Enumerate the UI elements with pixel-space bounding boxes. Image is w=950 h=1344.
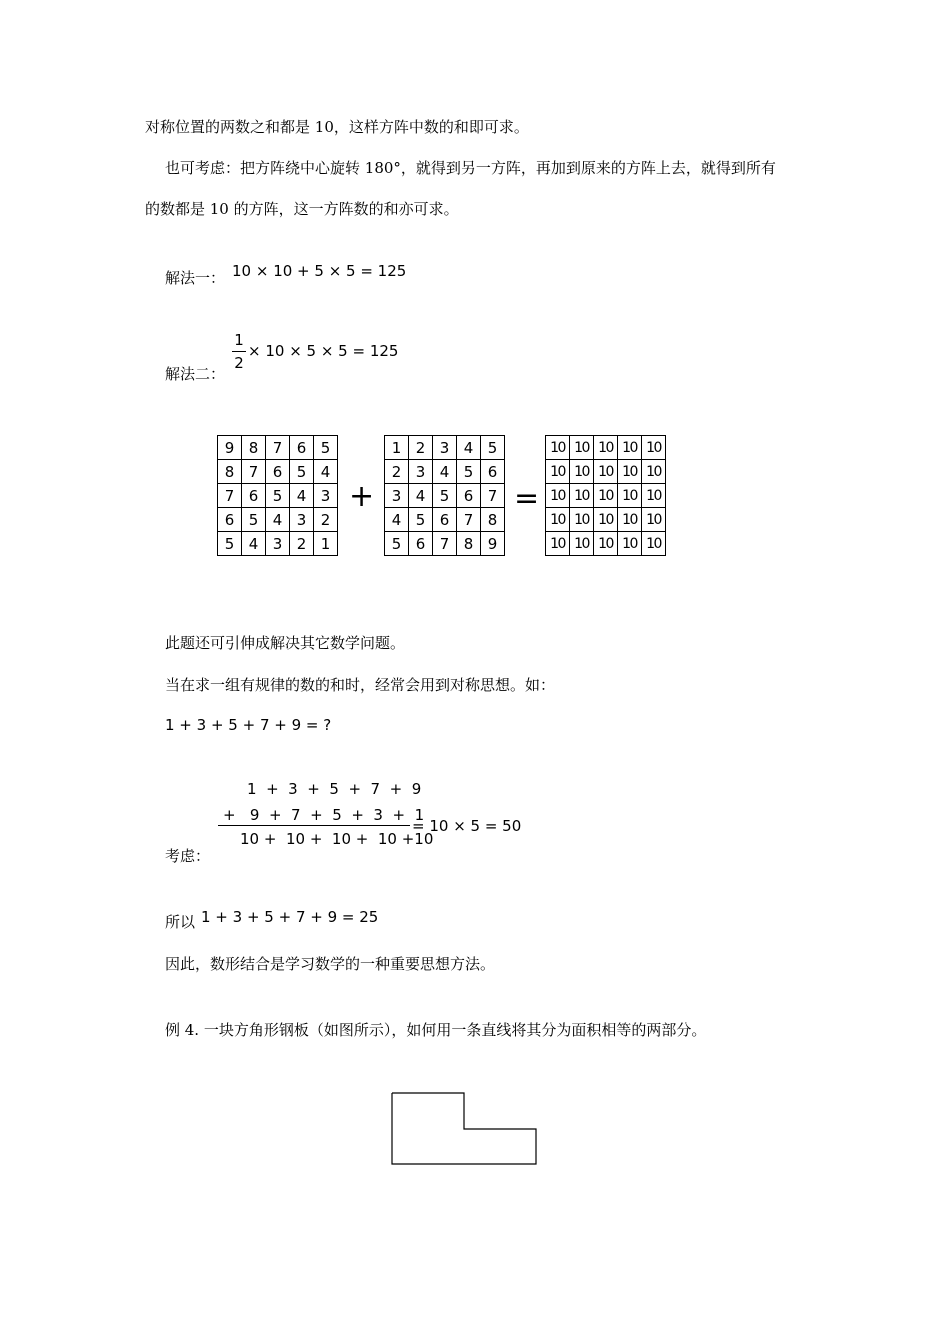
matrix-cell: 5 xyxy=(433,484,457,508)
matrix-cell: 6 xyxy=(409,532,433,556)
matrix-cell: 10 xyxy=(594,508,618,532)
matrix-row xyxy=(546,532,666,556)
matrix-cell: 7 xyxy=(433,532,457,556)
matrix-cell: 10 xyxy=(642,460,666,484)
matrix-cell: 7 xyxy=(457,508,481,532)
matrix-cell: 10 xyxy=(570,460,594,484)
matrix-cell: 5 xyxy=(457,460,481,484)
matrix-row xyxy=(385,508,505,532)
matrix-cell: 10 xyxy=(618,508,642,532)
matrix-row xyxy=(546,484,666,508)
paragraph-rotation: 也可考虑：把方阵绕中心旋转 180°，就得到另一方阵，再加到原来的方阵上去，就得到所有 xyxy=(165,159,776,177)
matrix-cell: 5 xyxy=(314,436,338,460)
equals-sign: = xyxy=(514,481,540,516)
matrix-cell: 8 xyxy=(242,436,266,460)
matrix-cell: 3 xyxy=(290,508,314,532)
example-four-text: 例 4. 一块方角形钢板（如图所示），如何用一条直线将其分为面积相等的两部分。 xyxy=(165,1021,707,1039)
matrix-cell: 10 xyxy=(546,460,570,484)
matrix-cell: 10 xyxy=(642,436,666,460)
matrix-cell: 10 xyxy=(642,532,666,556)
addition-row-one: 1 + 3 + 5 + 7 + 9 xyxy=(247,780,422,798)
addition-rule xyxy=(218,825,410,826)
matrix-cell: 9 xyxy=(481,532,505,556)
matrix-cell: 6 xyxy=(266,460,290,484)
matrix-row xyxy=(546,460,666,484)
matrix-cell: 2 xyxy=(409,436,433,460)
matrix-cell: 10 xyxy=(570,484,594,508)
matrix-cell: 4 xyxy=(266,508,290,532)
matrix-cell: 5 xyxy=(409,508,433,532)
l-shaped-plate-figure xyxy=(390,1090,540,1168)
matrix-cell: 8 xyxy=(457,532,481,556)
l-shape-outline xyxy=(392,1093,536,1164)
matrix-cell: 4 xyxy=(409,484,433,508)
plus-sign: + xyxy=(349,479,375,514)
matrix-cell: 6 xyxy=(481,460,505,484)
matrix-cell: 3 xyxy=(266,532,290,556)
matrix-cell: 2 xyxy=(314,508,338,532)
method-two-formula: × 10 × 5 × 5 = 125 xyxy=(248,342,399,360)
matrix-cell: 10 xyxy=(594,460,618,484)
paragraph-symmetry-sum: 对称位置的两数之和都是 10，这样方阵中数的和即可求。 xyxy=(145,118,529,136)
matrix-cell: 10 xyxy=(546,436,570,460)
matrix-cell: 7 xyxy=(218,484,242,508)
matrix-cell: 5 xyxy=(218,532,242,556)
matrix-cell: 3 xyxy=(409,460,433,484)
matrix-cell: 5 xyxy=(385,532,409,556)
fraction-denominator: 2 xyxy=(234,354,244,372)
matrix-cell: 3 xyxy=(314,484,338,508)
paragraph-method-summary: 因此，数形结合是学习数学的一种重要思想方法。 xyxy=(165,955,496,973)
matrix-cell: 4 xyxy=(242,532,266,556)
matrix-cell: 5 xyxy=(481,436,505,460)
matrix-cell: 5 xyxy=(266,484,290,508)
matrix-row xyxy=(385,460,505,484)
addition-row-sum: 10 + 10 + 10 + 10 +10 xyxy=(240,830,434,848)
matrix-cell: 2 xyxy=(290,532,314,556)
matrix-row xyxy=(385,532,505,556)
matrix-cell: 2 xyxy=(385,460,409,484)
matrix-cell: 6 xyxy=(218,508,242,532)
method-two-label: 解法二： xyxy=(165,365,226,383)
matrix-cell: 10 xyxy=(570,532,594,556)
matrix-row xyxy=(218,508,338,532)
matrix-row xyxy=(218,436,338,460)
matrix-row xyxy=(385,484,505,508)
matrix-cell: 4 xyxy=(314,460,338,484)
matrix-cell: 1 xyxy=(314,532,338,556)
matrix-row xyxy=(546,436,666,460)
matrix-cell: 10 xyxy=(546,532,570,556)
matrix-cell: 5 xyxy=(290,460,314,484)
matrix-cell: 10 xyxy=(594,436,618,460)
matrix-cell: 3 xyxy=(385,484,409,508)
matrix-row xyxy=(546,508,666,532)
matrix-tens xyxy=(545,435,666,556)
matrix-row xyxy=(218,484,338,508)
matrix-cell: 10 xyxy=(642,484,666,508)
conclusion-label: 所以 xyxy=(165,913,196,931)
matrix-cell: 6 xyxy=(242,484,266,508)
matrix-cell: 10 xyxy=(618,484,642,508)
matrix-cell: 10 xyxy=(546,508,570,532)
conclusion-formula: 1 + 3 + 5 + 7 + 9 = 25 xyxy=(201,908,379,926)
paragraph-rotation-cont: 的数都是 10 的方阵，这一方阵数的和亦可求。 xyxy=(145,200,459,218)
matrix-cell: 10 xyxy=(618,532,642,556)
matrix-cell: 6 xyxy=(290,436,314,460)
fraction-bar xyxy=(232,351,246,352)
matrix-cell: 10 xyxy=(594,484,618,508)
consider-label: 考虑： xyxy=(165,847,211,865)
matrix-row xyxy=(218,460,338,484)
matrix-cell: 5 xyxy=(242,508,266,532)
matrix-cell: 6 xyxy=(457,484,481,508)
matrix-cell: 10 xyxy=(618,436,642,460)
matrix-cell: 1 xyxy=(385,436,409,460)
question-formula: 1 + 3 + 5 + 7 + 9 = ? xyxy=(165,716,332,734)
matrix-cell: 10 xyxy=(594,532,618,556)
matrix-cell: 8 xyxy=(481,508,505,532)
matrix-cell: 9 xyxy=(218,436,242,460)
matrix-cell: 4 xyxy=(385,508,409,532)
matrix-cell: 3 xyxy=(433,436,457,460)
paragraph-extension: 此题还可引伸成解决其它数学问题。 xyxy=(165,634,406,652)
matrix-row xyxy=(218,532,338,556)
matrix-cell: 7 xyxy=(266,436,290,460)
matrix-descending xyxy=(217,435,338,556)
addition-row-two: + 9 + 7 + 5 + 3 + 1 xyxy=(223,806,425,824)
matrix-cell: 7 xyxy=(242,460,266,484)
matrix-cell: 10 xyxy=(546,484,570,508)
matrix-cell: 4 xyxy=(433,460,457,484)
paragraph-symmetry-idea: 当在求一组有规律的数的和时，经常会用到对称思想。如： xyxy=(165,676,556,694)
matrix-cell: 10 xyxy=(642,508,666,532)
matrix-row xyxy=(385,436,505,460)
matrix-cell: 7 xyxy=(481,484,505,508)
method-one-label: 解法一： xyxy=(165,269,226,287)
matrix-cell: 8 xyxy=(218,460,242,484)
matrix-cell: 10 xyxy=(618,460,642,484)
matrix-cell: 4 xyxy=(290,484,314,508)
method-one-formula: 10 × 10 + 5 × 5 = 125 xyxy=(232,262,407,280)
matrix-cell: 4 xyxy=(457,436,481,460)
matrix-cell: 6 xyxy=(433,508,457,532)
addition-result: = 10 × 5 = 50 xyxy=(412,817,522,835)
matrix-ascending xyxy=(384,435,505,556)
fraction-numerator: 1 xyxy=(234,331,244,349)
matrix-cell: 10 xyxy=(570,508,594,532)
matrix-cell: 10 xyxy=(570,436,594,460)
